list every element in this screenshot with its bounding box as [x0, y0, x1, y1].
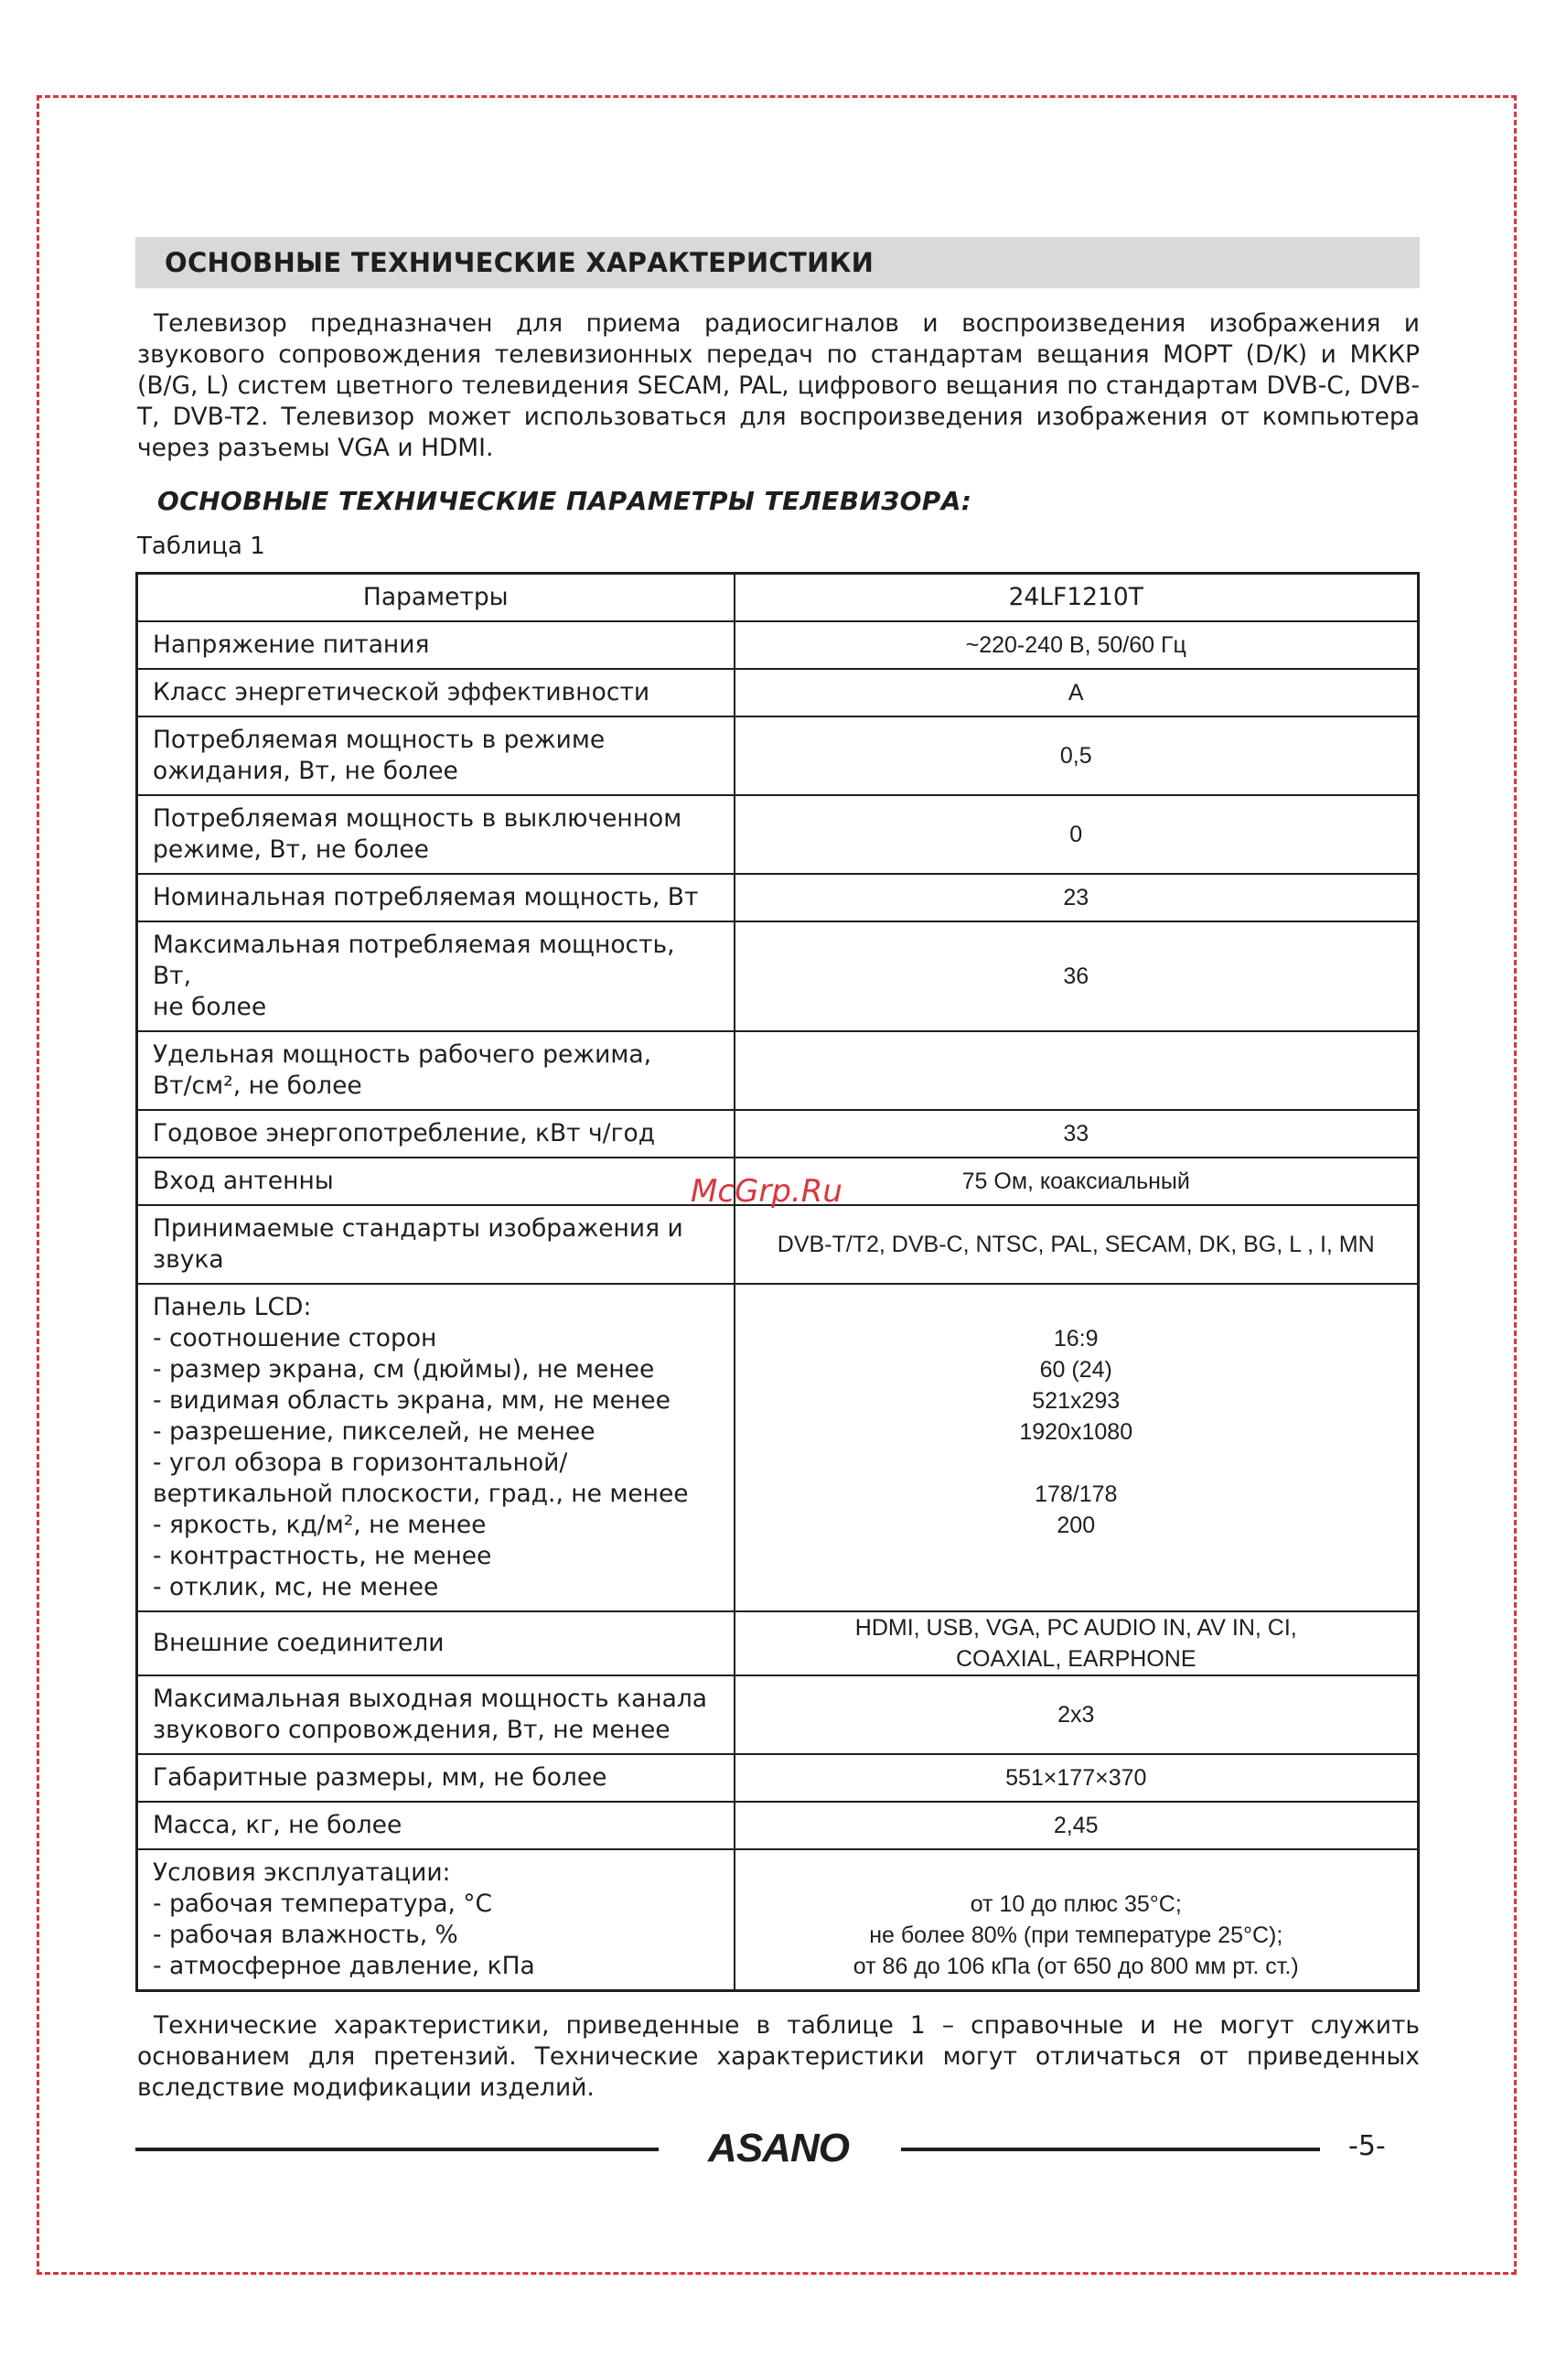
value-line: COAXIAL, EARPHONE — [955, 1646, 1197, 1672]
param-line: - яркость, кд/м², не менее — [153, 1511, 487, 1539]
value-cell — [735, 1849, 1419, 1991]
value-cell — [735, 1675, 1419, 1754]
param-line: Внешние соединители — [153, 1629, 445, 1657]
header-model: 24LF1210T — [735, 574, 1419, 622]
param-line: Максимальная потребляемая мощность, Вт, — [153, 931, 675, 990]
value-line — [745, 1572, 1409, 1603]
param-cell — [137, 1675, 735, 1754]
param-line: - рабочая температура, °С — [153, 1890, 493, 1918]
value-line: 16:9 — [1053, 1326, 1099, 1352]
value-line: 1920x1080 — [1019, 1419, 1133, 1445]
table-row — [137, 1754, 1419, 1802]
param-cell — [137, 1754, 735, 1802]
value-cell — [735, 1611, 1419, 1675]
value-cell — [735, 621, 1419, 669]
param-line: - размер экрана, см (дюймы), не менее — [153, 1355, 655, 1384]
table-row — [137, 874, 1419, 921]
value-line: HDMI, USB, VGA, PC AUDIO IN, AV IN, CI, — [854, 1615, 1297, 1641]
table-subheading: ОСНОВНЫЕ ТЕХНИЧЕСКИЕ ПАРАМЕТРЫ ТЕЛЕВИЗОРА: — [157, 486, 972, 516]
value-cell — [735, 921, 1419, 1031]
table-row — [137, 795, 1419, 874]
param-cell — [137, 1110, 735, 1158]
value-line: 33 — [1063, 1121, 1089, 1147]
param-line: режиме, Вт, не более — [153, 835, 429, 864]
value-line: 60 (24) — [1039, 1357, 1112, 1383]
table-row — [137, 669, 1419, 716]
value-line: DVB-T/T2, DVB-C, NTSC, PAL, SECAM, DK, BG, L , I, MN — [777, 1232, 1375, 1257]
table-row — [137, 716, 1419, 795]
specifications-table — [135, 572, 1420, 1992]
param-line: - соотношение сторон — [153, 1324, 437, 1352]
param-cell — [137, 1849, 735, 1991]
param-cell — [137, 1158, 735, 1205]
value-line: 521x293 — [1032, 1388, 1121, 1414]
param-cell — [137, 1031, 735, 1110]
param-line: Удельная мощность рабочего режима, — [153, 1040, 652, 1069]
section-title: ОСНОВНЫЕ ТЕХНИЧЕСКИЕ ХАРАКТЕРИСТИКИ — [135, 237, 1420, 288]
param-line: Панель LCD: — [153, 1293, 312, 1321]
table-row — [137, 621, 1419, 669]
value-line: 0,5 — [1059, 743, 1092, 769]
value-cell — [735, 1110, 1419, 1158]
param-line: - разрешение, пикселей, не менее — [153, 1417, 596, 1446]
value-line: 75 Ом, коаксиальный — [961, 1168, 1190, 1194]
param-line: Максимальная выходная мощность канала — [153, 1685, 708, 1713]
value-line: 2,45 — [1053, 1813, 1099, 1838]
value-line: 23 — [1063, 885, 1089, 910]
param-line: Масса, кг, не более — [153, 1811, 402, 1839]
param-line: Напряжение питания — [153, 630, 430, 659]
value-line: от 10 до плюс 35°С; — [970, 1891, 1182, 1917]
param-line: Габаритные размеры, мм, не более — [153, 1763, 607, 1792]
value-cell — [735, 669, 1419, 716]
table-row — [137, 921, 1419, 1031]
table-label: Таблица 1 — [137, 533, 265, 560]
value-line: ~220-240 В, 50/60 Гц — [965, 632, 1186, 658]
table-row — [137, 1284, 1419, 1611]
watermark: McGrp.Ru — [691, 1173, 842, 1210]
param-cell — [137, 621, 735, 669]
param-cell — [137, 669, 735, 716]
value-line: 2x3 — [1057, 1702, 1095, 1728]
closing-paragraph: Технические характеристики, приведенные в таблице 1 – справочные и не могут служить основанием для претензий. Технические характеристики могут отличаться от приведенных вследствие модификации изделий. — [137, 2011, 1420, 2102]
param-cell — [137, 874, 735, 921]
table-row — [137, 1611, 1419, 1675]
value-line: 200 — [1057, 1513, 1096, 1538]
footer-rule-right — [901, 2148, 1320, 2151]
value-line: A — [1068, 680, 1084, 705]
value-line: 551×177×370 — [1005, 1765, 1147, 1791]
param-line: - видимая область экрана, мм, не менее — [153, 1386, 671, 1415]
param-cell — [137, 716, 735, 795]
param-line: Номинальная потребляемая мощность, Вт — [153, 883, 699, 911]
param-line: - отклик, мс, не менее — [153, 1573, 439, 1601]
table-row — [137, 1849, 1419, 1991]
param-line: Класс энергетической эффективности — [153, 678, 650, 706]
param-line: вертикальной плоскости, град., не менее — [153, 1480, 689, 1508]
value-line: 178/178 — [1035, 1481, 1118, 1507]
table-row — [137, 1205, 1419, 1284]
param-line: ожидания, Вт, не более — [153, 757, 458, 785]
param-line: Принимаемые стандарты изображения и — [153, 1214, 683, 1243]
value-line: 36 — [1063, 964, 1089, 989]
page-number: -5- — [1348, 2130, 1386, 2162]
value-cell — [735, 874, 1419, 921]
value-cell — [735, 1031, 1419, 1110]
table-row — [137, 1675, 1419, 1754]
param-cell — [137, 1284, 735, 1611]
param-line: Потребляемая мощность в выключенном — [153, 804, 682, 833]
value-cell — [735, 1284, 1419, 1611]
value-cell — [735, 795, 1419, 874]
footer-rule-left — [135, 2148, 659, 2151]
value-cell — [735, 1205, 1419, 1284]
table-row — [137, 1110, 1419, 1158]
param-line: Вход антенны — [153, 1167, 334, 1195]
value-line — [745, 1292, 1409, 1323]
value-cell — [735, 716, 1419, 795]
param-line: - контрастность, не менее — [153, 1542, 492, 1570]
param-line: не более — [153, 993, 267, 1021]
intro-paragraph: Телевизор предназначен для приема радиосигналов и воспроизведения изображения и звукового сопровождения телевизионных передач по стандартам вещания МОРТ (D/K) и МККР (B/G, L) систем цветного телевидения SECAM, PAL, цифрового вещания по стандартам DVB-C, DVB-T, DVB-T2. Телевизор может использоваться для воспроизведения изображения от компьютера через разъемы VGA и HDMI. — [137, 309, 1420, 462]
param-line: звукового сопровождения, Вт, не менее — [153, 1716, 671, 1744]
value-line — [745, 1448, 1409, 1479]
param-line: - рабочая влажность, % — [153, 1921, 458, 1949]
param-line: - атмосферное давление, кПа — [153, 1952, 535, 1980]
param-line: - угол обзора в горизонтальной/ — [153, 1448, 568, 1477]
asano-logo — [693, 2123, 864, 2170]
param-line: Вт/см², не более — [153, 1072, 362, 1100]
value-line — [745, 1541, 1409, 1572]
param-cell — [137, 1205, 735, 1284]
value-cell — [735, 1754, 1419, 1802]
table-row — [137, 1802, 1419, 1849]
param-line: Годовое энергопотребление, кВт ч/год — [153, 1119, 656, 1147]
table-header-row — [137, 574, 1419, 622]
logo-text: ASANO — [708, 2126, 849, 2170]
param-line: Условия эксплуатации: — [153, 1858, 451, 1887]
value-cell — [735, 1802, 1419, 1849]
param-cell — [137, 1802, 735, 1849]
header-parameters: Параметры — [137, 574, 735, 622]
table-row — [137, 1031, 1419, 1110]
param-cell — [137, 921, 735, 1031]
param-cell — [137, 1611, 735, 1675]
param-line: Потребляемая мощность в режиме — [153, 726, 606, 754]
value-line: 0 — [1069, 822, 1083, 847]
value-line: не более 80% (при температуре 25°С); — [869, 1922, 1283, 1948]
param-line: звука — [153, 1245, 224, 1274]
value-line: от 86 до 106 кПа (от 650 до 800 мм рт. ст.) — [853, 1954, 1299, 1979]
param-cell — [137, 795, 735, 874]
value-line — [745, 1858, 1409, 1889]
